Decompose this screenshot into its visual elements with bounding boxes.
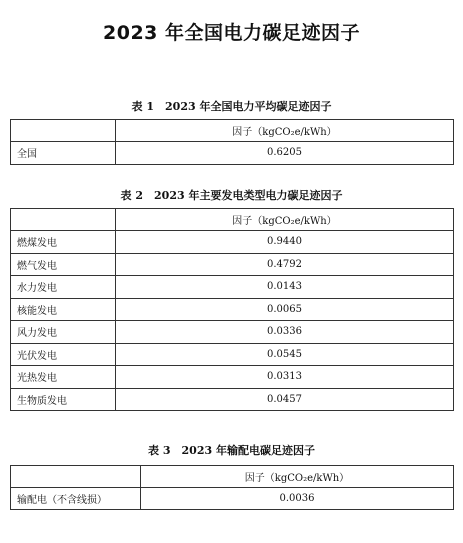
row-value: 0.9440	[116, 231, 454, 254]
row-label: 风力发电	[11, 321, 116, 344]
table-header-row	[11, 209, 454, 231]
factor-column-header: 因子（kgCO₂e/kWh）	[116, 209, 454, 231]
row-label: 输配电（不含线损）	[11, 488, 141, 510]
table-header-row	[11, 466, 454, 488]
table-row	[11, 276, 454, 299]
row-value: 0.0065	[116, 298, 454, 321]
row-value: 0.0143	[116, 276, 454, 299]
row-label: 全国	[11, 142, 116, 165]
table-row	[11, 488, 454, 510]
row-value: 0.0036	[141, 488, 454, 510]
factor-column-header: 因子（kgCO₂e/kWh）	[141, 466, 454, 488]
table-row	[11, 321, 454, 344]
row-value: 0.0457	[116, 388, 454, 411]
national-average-factor-table	[10, 119, 454, 165]
generation-type-factor-table	[10, 208, 454, 411]
table-row	[11, 366, 454, 389]
header-empty-cell	[11, 120, 116, 142]
row-value: 0.0313	[116, 366, 454, 389]
table-row	[11, 231, 454, 254]
row-label: 水力发电	[11, 276, 116, 299]
factor-column-header: 因子（kgCO₂e/kWh）	[116, 120, 454, 142]
table2-caption: 表 2 2023 年主要发电类型电力碳足迹因子	[120, 189, 343, 202]
row-value: 0.6205	[116, 142, 454, 165]
row-label: 核能发电	[11, 298, 116, 321]
table-header-row	[11, 120, 454, 142]
table-row	[11, 142, 454, 165]
page-title: 2023 年全国电力碳足迹因子	[103, 22, 360, 44]
row-label: 生物质发电	[11, 388, 116, 411]
row-label: 燃气发电	[11, 253, 116, 276]
header-empty-cell	[11, 209, 116, 231]
table-row	[11, 253, 454, 276]
row-value: 0.4792	[116, 253, 454, 276]
row-value: 0.0336	[116, 321, 454, 344]
header-empty-cell	[11, 466, 141, 488]
table-row	[11, 298, 454, 321]
row-label: 光热发电	[11, 366, 116, 389]
row-label: 燃煤发电	[11, 231, 116, 254]
row-label: 光伏发电	[11, 343, 116, 366]
transmission-factor-table	[10, 465, 454, 510]
table1-caption: 表 1 2023 年全国电力平均碳足迹因子	[131, 100, 332, 113]
table-row	[11, 343, 454, 366]
row-value: 0.0545	[116, 343, 454, 366]
table3-caption: 表 3 2023 年输配电碳足迹因子	[148, 444, 315, 457]
table-row	[11, 388, 454, 411]
